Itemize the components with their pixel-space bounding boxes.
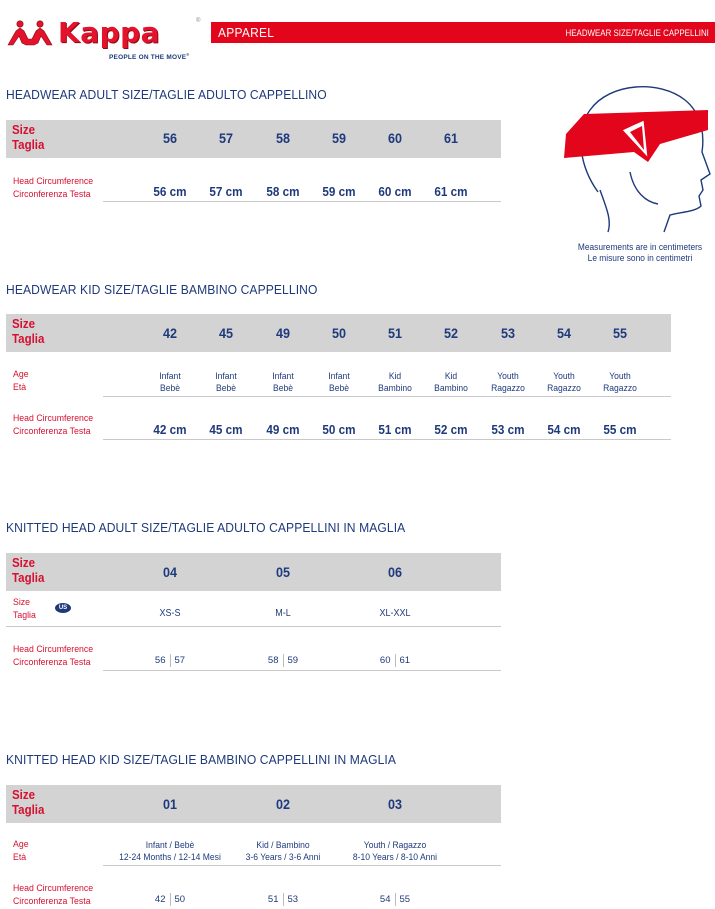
age-value: Youth Ragazzo <box>491 371 525 394</box>
size-value: 03 <box>387 796 403 812</box>
us-badge: US <box>55 603 71 613</box>
head-circumference-label: Head Circumference Circonferenza Testa <box>13 644 94 668</box>
circumference-value: 53 cm <box>491 422 525 437</box>
circumference-value: 42 cm <box>153 422 187 437</box>
size-value: 50 <box>331 325 347 341</box>
size-value: 49 <box>275 325 291 341</box>
circumference-pair: 56 57 <box>154 655 186 666</box>
jaw-line <box>630 172 658 204</box>
note-english: Measurements are in centimeters <box>577 242 703 252</box>
circumference-value: 59 cm <box>322 184 356 199</box>
title-bar <box>211 22 715 43</box>
size-header-row <box>6 785 501 823</box>
size-header-row <box>6 120 501 158</box>
note-italian: Le misure sono in centimetri <box>587 253 693 263</box>
circumference-value: 45 cm <box>209 422 243 437</box>
row-divider <box>103 670 501 671</box>
section-title-kid: HEADWEAR KID SIZE/TAGLIE BAMBINO CAPPELLINO <box>6 282 318 297</box>
row-divider <box>103 396 671 397</box>
page-title: HEADWEAR SIZE/TAGLIE CAPPELLINI <box>565 28 709 38</box>
size-value: 01 <box>162 796 178 812</box>
size-value: 04 <box>162 564 178 580</box>
tagline-text: PEOPLE ON THE MOVE <box>109 54 187 62</box>
circumference-value: 58 cm <box>266 184 300 199</box>
size-value: 60 <box>387 130 403 146</box>
circumference-pair: 42 50 <box>154 894 186 905</box>
circumference-value: 51 cm <box>378 422 412 437</box>
separator <box>395 893 396 906</box>
size-value: 58 <box>275 130 291 146</box>
size-header-row <box>6 553 501 591</box>
separator <box>170 893 171 906</box>
age-value: Youth Ragazzo <box>547 371 581 394</box>
kappa-logo <box>6 16 201 50</box>
age-value: Youth Ragazzo <box>603 371 637 394</box>
size-value: 51 <box>387 325 403 341</box>
size-value: 56 <box>162 130 178 146</box>
size-label: Size Taglia <box>12 788 45 817</box>
circumference-value: 57 cm <box>209 184 243 199</box>
separator <box>170 654 171 667</box>
us-size-value: M-L <box>275 608 291 619</box>
size-value: 59 <box>331 130 347 146</box>
size-value: 57 <box>218 130 234 146</box>
size-value: 52 <box>443 325 459 341</box>
size-value: 02 <box>275 796 291 812</box>
us-size-label: Size Taglia <box>13 597 36 621</box>
size-value: 53 <box>500 325 516 341</box>
us-size-value: XL-XXL <box>379 608 411 619</box>
category-label: APPAREL <box>218 25 275 40</box>
size-label: Size Taglia <box>12 556 45 585</box>
size-label: Size Taglia <box>12 317 45 346</box>
circumference-value: 54 cm <box>547 422 581 437</box>
separator <box>395 654 396 667</box>
row-divider <box>103 201 501 202</box>
size-value: 54 <box>556 325 572 341</box>
age-value: Infant / Bebè 12-24 Months / 12-14 Mesi <box>119 840 221 863</box>
age-value: Youth / Ragazzo 8-10 Years / 8-10 Anni <box>352 840 438 863</box>
age-value: Kid Bambino <box>378 371 412 394</box>
age-value: Infant Bebè <box>215 371 237 394</box>
circumference-pair: 60 61 <box>379 655 411 666</box>
circumference-value: 56 cm <box>153 184 187 199</box>
measurement-note <box>570 242 710 264</box>
age-label: Age Età <box>13 369 29 393</box>
separator <box>283 654 284 667</box>
head-measurement-illustration <box>560 72 715 242</box>
brand-wordmark: Kappa <box>58 16 161 49</box>
circumference-value: 52 cm <box>434 422 468 437</box>
row-divider <box>6 626 501 627</box>
circumference-value: 60 cm <box>378 184 412 199</box>
age-label: Age Età <box>13 839 29 863</box>
section-title-knitted-adult: KNITTED HEAD ADULT SIZE/TAGLIE ADULTO CAPPELLINI IN MAGLIA <box>6 520 406 535</box>
circumference-value: 55 cm <box>603 422 637 437</box>
separator <box>283 893 284 906</box>
size-value: 42 <box>162 325 178 341</box>
circumference-value: 50 cm <box>322 422 356 437</box>
row-divider <box>103 439 671 440</box>
circumference-pair: 54 55 <box>379 894 411 905</box>
age-value: Infant Bebè <box>159 371 181 394</box>
brand-tagline: PEOPLE ON THE MOVE® <box>109 52 190 62</box>
section-title-adult: HEADWEAR ADULT SIZE/TAGLIE ADULTO CAPPELLINO <box>6 87 327 102</box>
size-value: 06 <box>387 564 403 580</box>
circumference-pair: 58 59 <box>267 655 299 666</box>
circumference-value: 61 cm <box>434 184 468 199</box>
section-title-knitted-kid: KNITTED HEAD KID SIZE/TAGLIE BAMBINO CAPPELLINI IN MAGLIA <box>6 752 397 767</box>
head-circumference-label: Head Circumference Circonferenza Testa <box>13 413 94 437</box>
size-value: 05 <box>275 564 291 580</box>
circumference-value: 49 cm <box>266 422 300 437</box>
age-value: Kid / Bambino 3-6 Years / 3-6 Anni <box>245 840 321 863</box>
registered-mark: ® <box>196 18 201 24</box>
size-label: Size Taglia <box>12 123 45 152</box>
size-value: 55 <box>612 325 628 341</box>
size-value: 45 <box>218 325 234 341</box>
us-size-value: XS-S <box>159 608 181 619</box>
omini-logo-icon <box>6 19 54 49</box>
neck-line <box>600 190 609 232</box>
row-divider <box>103 865 501 866</box>
size-value: 61 <box>443 130 459 146</box>
age-value: Infant Bebè <box>328 371 350 394</box>
circumference-pair: 51 53 <box>267 894 299 905</box>
head-circumference-label: Head Circumference Circonferenza Testa <box>13 176 94 200</box>
age-value: Kid Bambino <box>434 371 468 394</box>
size-header-row <box>6 314 671 352</box>
age-value: Infant Bebè <box>272 371 294 394</box>
head-circumference-label: Head Circumference Circonferenza Testa <box>13 883 94 907</box>
